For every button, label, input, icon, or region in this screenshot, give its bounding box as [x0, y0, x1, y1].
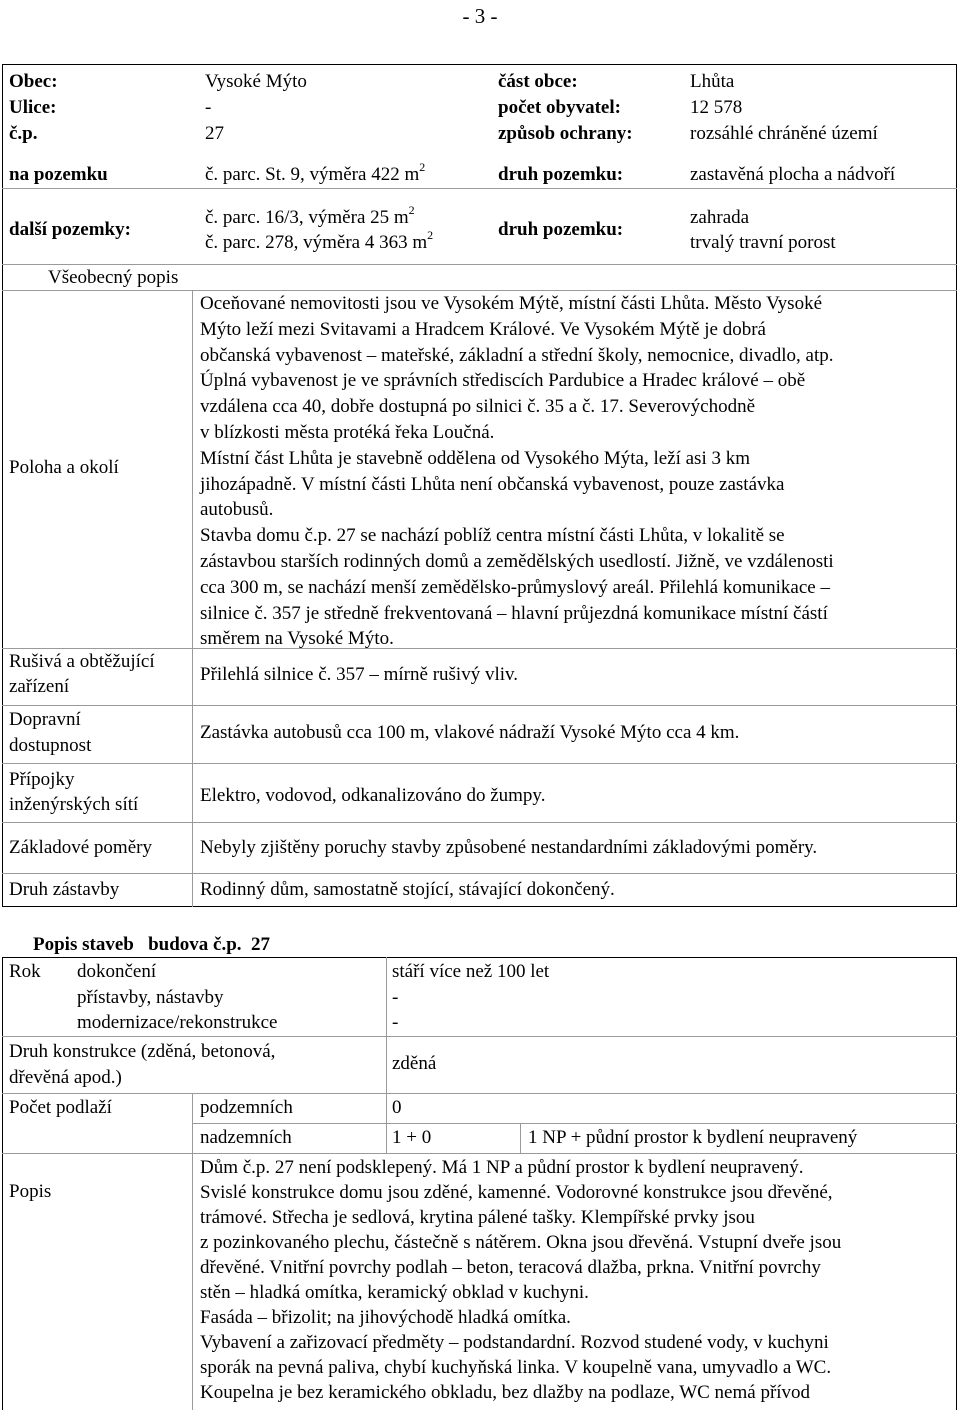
row-divider — [2, 1153, 957, 1154]
pocet-obyvatel-label: počet obyvatel: — [498, 97, 621, 118]
cast-obce-value: Lhůta — [690, 71, 735, 92]
ulice-label: Ulice: — [9, 97, 57, 118]
pripojky-label-2: inženýrských sítí — [9, 794, 139, 815]
row-divider — [2, 188, 957, 189]
pocet-obyvatel-value: 12 578 — [690, 97, 743, 118]
poloha-line: silnice č. 357 je středně frekventovaná – hlavní průjezdná komunikace místní částí — [200, 602, 828, 624]
col-divider — [386, 1093, 387, 1153]
zakladove-value: Nebyly zjištěny poruchy stavby způsobené nestandardními základovými poměry. — [200, 837, 818, 858]
podzemnich-value: 0 — [392, 1097, 402, 1118]
druh-zastavby-label: Druh zástavby — [9, 879, 120, 900]
cp-value: 27 — [205, 123, 224, 144]
general-heading: Všeobecný popis — [48, 267, 179, 288]
popis-label: Popis — [9, 1181, 52, 1202]
druh-pozemku-2-label: druh pozemku: — [498, 219, 624, 240]
table-border-left — [2, 64, 3, 907]
popis-line: stěn – hladká omítka, keramický obklad v kuchyni. — [200, 1282, 589, 1303]
popis-line: dřevěné. Vnitřní povrchy podlah – beton, teracová dlažba, prkna. Vnitřní povrchy — [200, 1257, 821, 1278]
dalsi-pozemky-2: č. parc. 278, výměra 4 363 $m^2$ — [205, 227, 434, 253]
label-column-divider — [192, 290, 193, 907]
pripojky-value: Elektro, vodovod, odkanalizováno do žumpy. — [200, 785, 546, 806]
druh-konstrukce-label-1: Druh konstrukce (zděná, betonová, — [9, 1041, 276, 1062]
row-divider — [2, 763, 957, 764]
rusiva-value: Přilehlá silnice č. 357 – mírně rušivý vliv. — [200, 664, 519, 685]
poloha-line: Oceňované nemovitosti jsou ve Vysokém Mýtě, místní části Lhůta. Město Vysoké — [200, 293, 823, 314]
poloha-line: autobusů. — [200, 499, 274, 521]
col-divider — [386, 957, 387, 1093]
zpusob-ochrany-value: rozsáhlé chráněné území — [690, 123, 878, 144]
table-border-right — [956, 957, 957, 1410]
zakladove-label: Základové poměry — [9, 837, 152, 858]
druh-zastavby-value: Rodinný dům, samostatně stojící, stávající dokončený. — [200, 879, 615, 900]
popis-line: Koupelna je bez keramického obkladu, bez dlažby na podlaze, WC nemá přívod — [200, 1382, 811, 1403]
zpusob-ochrany-label: způsob ochrany: — [498, 123, 633, 144]
poloha-line: Místní část Lhůta je stavebně oddělena od Vysokého Mýta, leží asi 3 km — [200, 447, 751, 469]
druh-pozemku-label: druh pozemku: — [498, 164, 624, 185]
dalsi-pozemky-label: další pozemky: — [9, 219, 131, 240]
buildings-heading: Popis staveb budova č.p. 27 — [33, 934, 271, 955]
podzemnich-label: podzemních — [200, 1097, 293, 1118]
col-divider — [520, 1123, 521, 1153]
obec-label: Obec: — [9, 71, 58, 92]
unit-superscript: 2 — [408, 202, 415, 217]
cast-obce-label: část obce: — [498, 71, 578, 92]
popis-line: z pozinkovaného plechu, částečně s nátěrem. Okna jsou dřevěná. Vstupní dveře jsou — [200, 1232, 842, 1253]
col-divider — [192, 1093, 193, 1410]
pristavby-label: přístavby, nástavby — [77, 987, 224, 1008]
dopravni-value: Zastávka autobusů cca 100 m, vlakové nádraží Vysoké Mýto cca 4 km. — [200, 722, 740, 743]
dokonceni-label: dokončení — [77, 961, 157, 982]
rusiva-label-2: zařízení — [9, 676, 70, 697]
nadzemnich-label: nadzemních — [200, 1127, 292, 1148]
modernizace-value: - — [392, 1012, 399, 1033]
nadzemnich-note: 1 NP + půdní prostor k bydlení neupravený — [528, 1127, 858, 1148]
unit-superscript: 2 — [419, 159, 426, 174]
popis-line: trámové. Střecha je sedlová, krytina pálené tašky. Klempířské prvky jsou — [200, 1207, 755, 1228]
nadzemnich-value: 1 + 0 — [392, 1127, 432, 1148]
table-border-left — [2, 957, 3, 1410]
druh-konstrukce-label-2: dřevěná apod.) — [9, 1067, 122, 1088]
page-number: - 3 - — [462, 4, 498, 28]
druh-pozemku-value: zastavěná plocha a nádvoří — [690, 164, 896, 185]
row-divider — [2, 822, 957, 823]
modernizace-label: modernizace/rekonstrukce — [77, 1012, 278, 1033]
dalsi-pozemky-1: č. parc. 16/3, výměra 25 $m^2$ — [205, 202, 415, 228]
poloha-line: cca 300 m, se nachází menší zemědělsko-průmyslový areál. Přilehlá komunikace – — [200, 576, 830, 598]
poloha-line: jihozápadně. V místní části Lhůta není občanská vybavenost, pouze zastávka — [200, 473, 785, 495]
poloha-line: směrem na Vysoké Mýto. — [200, 628, 394, 650]
popis-line: Fasáda – břizolit; na jihovýchodě hladká omítka. — [200, 1307, 571, 1328]
dokonceni-value: stáří více než 100 let — [392, 961, 550, 982]
poloha-line: v blízkosti města protéká řeka Loučná. — [200, 421, 495, 443]
row-divider — [2, 705, 957, 706]
unit-superscript: 2 — [427, 227, 434, 242]
row-divider — [2, 1093, 957, 1094]
obec-value: Vysoké Mýto — [205, 71, 307, 92]
popis-line: Vybavení a zařizovací předměty – podstandardní. Rozvod studené vody, v kuchyni — [200, 1332, 829, 1353]
poloha-line: Úplná vybavenost je ve správních střediscích Pardubice a Hradec králové – obě — [200, 370, 806, 392]
poloha-text — [200, 291, 834, 652]
na-pozemku-label: na pozemku — [9, 164, 108, 185]
druh-konstrukce-value: zděná — [392, 1053, 437, 1074]
druh-pozemku-2-line2: trvalý travní porost — [690, 232, 836, 253]
pocet-podlazi-label: Počet podlaží — [9, 1097, 112, 1118]
row-divider — [192, 1123, 957, 1124]
poloha-line: Mýto leží mezi Svitavami a Hradcem Králové. Ve Vysokém Mýtě je dobrá — [200, 318, 766, 340]
druh-pozemku-2-line1: zahrada — [690, 207, 750, 228]
rusiva-label-1: Rušivá a obtěžující — [9, 651, 155, 672]
row-divider — [2, 1036, 957, 1037]
poloha-label: Poloha a okolí — [9, 457, 119, 478]
table-border-top — [2, 64, 957, 65]
poloha-line: zástavbou starších rodinných domů a zemědělských usedlostí. Jižně, ve vzdálenosti — [200, 550, 834, 572]
row-divider — [2, 264, 957, 265]
popis-line: Svislé konstrukce domu jsou zděné, kamenné. Vodorovné konstrukce jsou dřevěné, — [200, 1182, 833, 1203]
rok-label: Rok — [9, 961, 41, 982]
popis-text — [200, 1155, 841, 1405]
poloha-line: Stavba domu č.p. 27 se nachází poblíž centra místní části Lhůta, v lokalitě se — [200, 525, 785, 547]
row-divider — [2, 873, 957, 874]
popis-line: sporák na pevná paliva, chybí kuchyňská linka. V koupelně vana, umyvadlo a WC. — [200, 1357, 832, 1378]
poloha-line: občanská vybavenost – mateřské, základní a střední školy, nemocnice, divadlo, atp. — [200, 344, 834, 366]
na-pozemku-value: č. parc. St. 9, výměra 422 $m^2$ — [205, 159, 426, 185]
ulice-value: - — [205, 97, 212, 118]
dopravni-label-1: Dopravní — [9, 709, 81, 730]
pristavby-value: - — [392, 987, 399, 1008]
table-border-right — [956, 64, 957, 907]
dopravni-label-2: dostupnost — [9, 735, 92, 756]
pripojky-label-1: Přípojky — [9, 769, 75, 790]
table-border-bottom — [2, 906, 957, 907]
table-border-top — [2, 957, 957, 958]
poloha-line: vzdálena cca 40, dobře dostupná po silnici č. 35 a č. 17. Severovýchodně — [200, 396, 756, 418]
cp-label: č.p. — [9, 123, 38, 144]
popis-line: Dům č.p. 27 není podsklepený. Má 1 NP a půdní prostor k bydlení neupravený. — [200, 1157, 804, 1178]
